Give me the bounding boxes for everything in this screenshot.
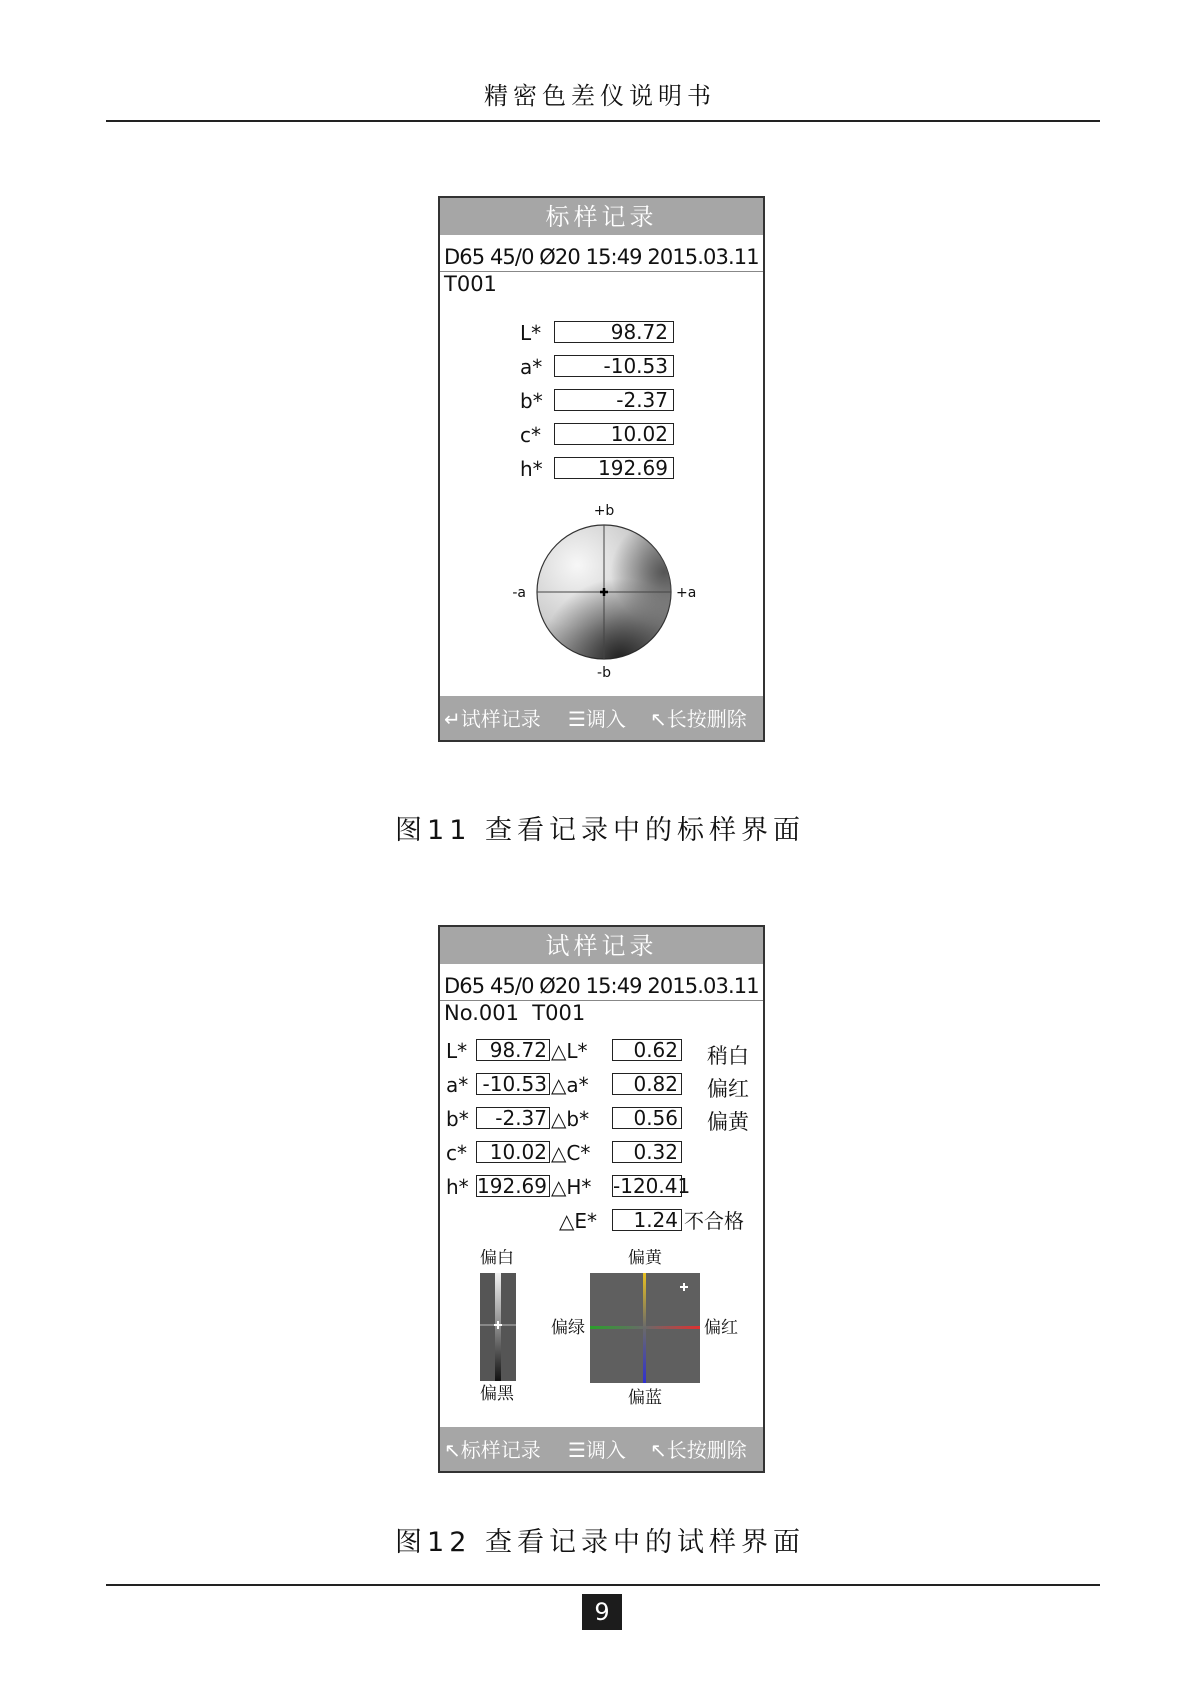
value-label: c*	[520, 423, 541, 447]
menu-icon: ☰	[568, 707, 586, 731]
footer-label: 试样记录	[460, 707, 541, 731]
value-box: 10.02	[554, 423, 674, 445]
delta-label: △H*	[551, 1175, 592, 1199]
label-redder: 偏红	[704, 1318, 738, 1338]
value-box: 98.72	[476, 1039, 550, 1061]
footer-standard-record[interactable]	[444, 1427, 541, 1473]
screen-title: 标样记录	[440, 198, 763, 235]
bottom-bar	[440, 696, 763, 740]
value-box: 10.02	[476, 1141, 550, 1163]
data-row-c	[440, 1141, 763, 1165]
value-row-l	[440, 321, 763, 345]
value-box: 192.69	[476, 1175, 550, 1197]
menu-icon: ☰	[568, 1438, 586, 1462]
ab-vertical-axis	[643, 1273, 646, 1383]
deviation-charts	[440, 1249, 763, 1409]
sample-id: No.001 T001	[444, 1001, 586, 1025]
verdict-text: 不合格	[684, 1209, 744, 1233]
value-row-b	[440, 389, 763, 413]
return-arrow-icon: ↵	[444, 707, 461, 731]
value-row-c	[440, 423, 763, 447]
arrow-up-left-icon: ↖	[650, 1438, 667, 1462]
sample-id: T001	[444, 272, 497, 296]
data-row-a	[440, 1072, 763, 1101]
value-box: -10.53	[554, 355, 674, 377]
screen-title: 试样记录	[440, 927, 763, 964]
delta-label: △b*	[551, 1107, 590, 1131]
footer-trial-record[interactable]	[444, 696, 541, 742]
data-row-h	[440, 1175, 763, 1199]
figure-caption-11: 图11 查看记录中的标样界面	[395, 815, 805, 846]
footer-label: 标样记录	[460, 1438, 541, 1462]
value-label: a*	[520, 355, 543, 379]
info-line: D65 45/0 Ø20 15:49 2015.03.11	[444, 974, 759, 998]
value-box: -10.53	[476, 1073, 550, 1095]
value-label: h*	[446, 1175, 469, 1199]
standard-record-screen	[438, 196, 765, 742]
value-label: b*	[446, 1107, 469, 1131]
delta-box: 0.56	[612, 1107, 682, 1129]
footer-delete[interactable]	[650, 1427, 747, 1473]
delta-e-row	[440, 1209, 763, 1233]
header-rule	[106, 120, 1100, 122]
delta-e-label: △E*	[559, 1209, 598, 1233]
value-box: 98.72	[554, 321, 674, 343]
data-row-b	[440, 1106, 763, 1134]
value-label: c*	[446, 1141, 467, 1165]
label-plus-b: +b	[593, 503, 615, 519]
delta-e-box: 1.24	[612, 1209, 682, 1231]
value-row-a	[440, 355, 763, 379]
footer-rule	[106, 1584, 1100, 1586]
value-label: h*	[520, 457, 543, 481]
label-blacker: 偏黑	[480, 1384, 514, 1404]
label-minus-b: -b	[597, 665, 611, 681]
delta-box: 0.62	[612, 1039, 682, 1061]
deviation-note: 稍白	[707, 1044, 749, 1068]
page-header: 精密色差仪说明书	[484, 82, 716, 110]
deviation-note: 偏黄	[707, 1110, 749, 1134]
value-label: L*	[446, 1039, 468, 1063]
footer-label: 长按删除	[666, 707, 747, 731]
label-plus-a: +a	[676, 585, 697, 601]
bottom-bar	[440, 1427, 763, 1471]
footer-label: 长按删除	[666, 1438, 747, 1462]
footer-label: 调入	[585, 1438, 626, 1462]
label-bluer: 偏蓝	[628, 1388, 662, 1408]
value-label: b*	[520, 389, 543, 413]
color-circle-diagram	[440, 498, 763, 688]
info-line: D65 45/0 Ø20 15:49 2015.03.11	[444, 245, 759, 269]
delta-box: 0.32	[612, 1141, 682, 1163]
footer-delete[interactable]	[650, 696, 747, 742]
label-whiter: 偏白	[480, 1249, 514, 1268]
deviation-note: 偏红	[707, 1077, 749, 1101]
delta-label: △a*	[551, 1073, 589, 1097]
value-box: -2.37	[554, 389, 674, 411]
label-greener: 偏绿	[551, 1318, 585, 1338]
figure-caption-12: 图12 查看记录中的试样界面	[395, 1527, 805, 1558]
footer-load[interactable]	[568, 696, 626, 742]
delta-label: △L*	[551, 1039, 588, 1063]
label-minus-a: -a	[512, 585, 526, 601]
value-row-h	[440, 457, 763, 481]
arrow-up-left-icon: ↖	[650, 707, 667, 731]
label-yellower: 偏黄	[628, 1249, 662, 1268]
value-label: a*	[446, 1073, 469, 1097]
trial-record-screen	[438, 925, 765, 1473]
delta-label: △C*	[551, 1141, 591, 1165]
value-box: -2.37	[476, 1107, 550, 1129]
delta-box: 0.82	[612, 1073, 682, 1095]
value-box: 192.69	[554, 457, 674, 479]
value-label: L*	[520, 321, 542, 345]
data-row-l	[440, 1038, 763, 1068]
footer-load[interactable]	[568, 1427, 626, 1473]
footer-label: 调入	[585, 707, 626, 731]
page-number: 9	[582, 1594, 622, 1630]
delta-box: -120.41	[613, 1174, 691, 1198]
arrow-up-left-icon: ↖	[444, 1438, 461, 1462]
